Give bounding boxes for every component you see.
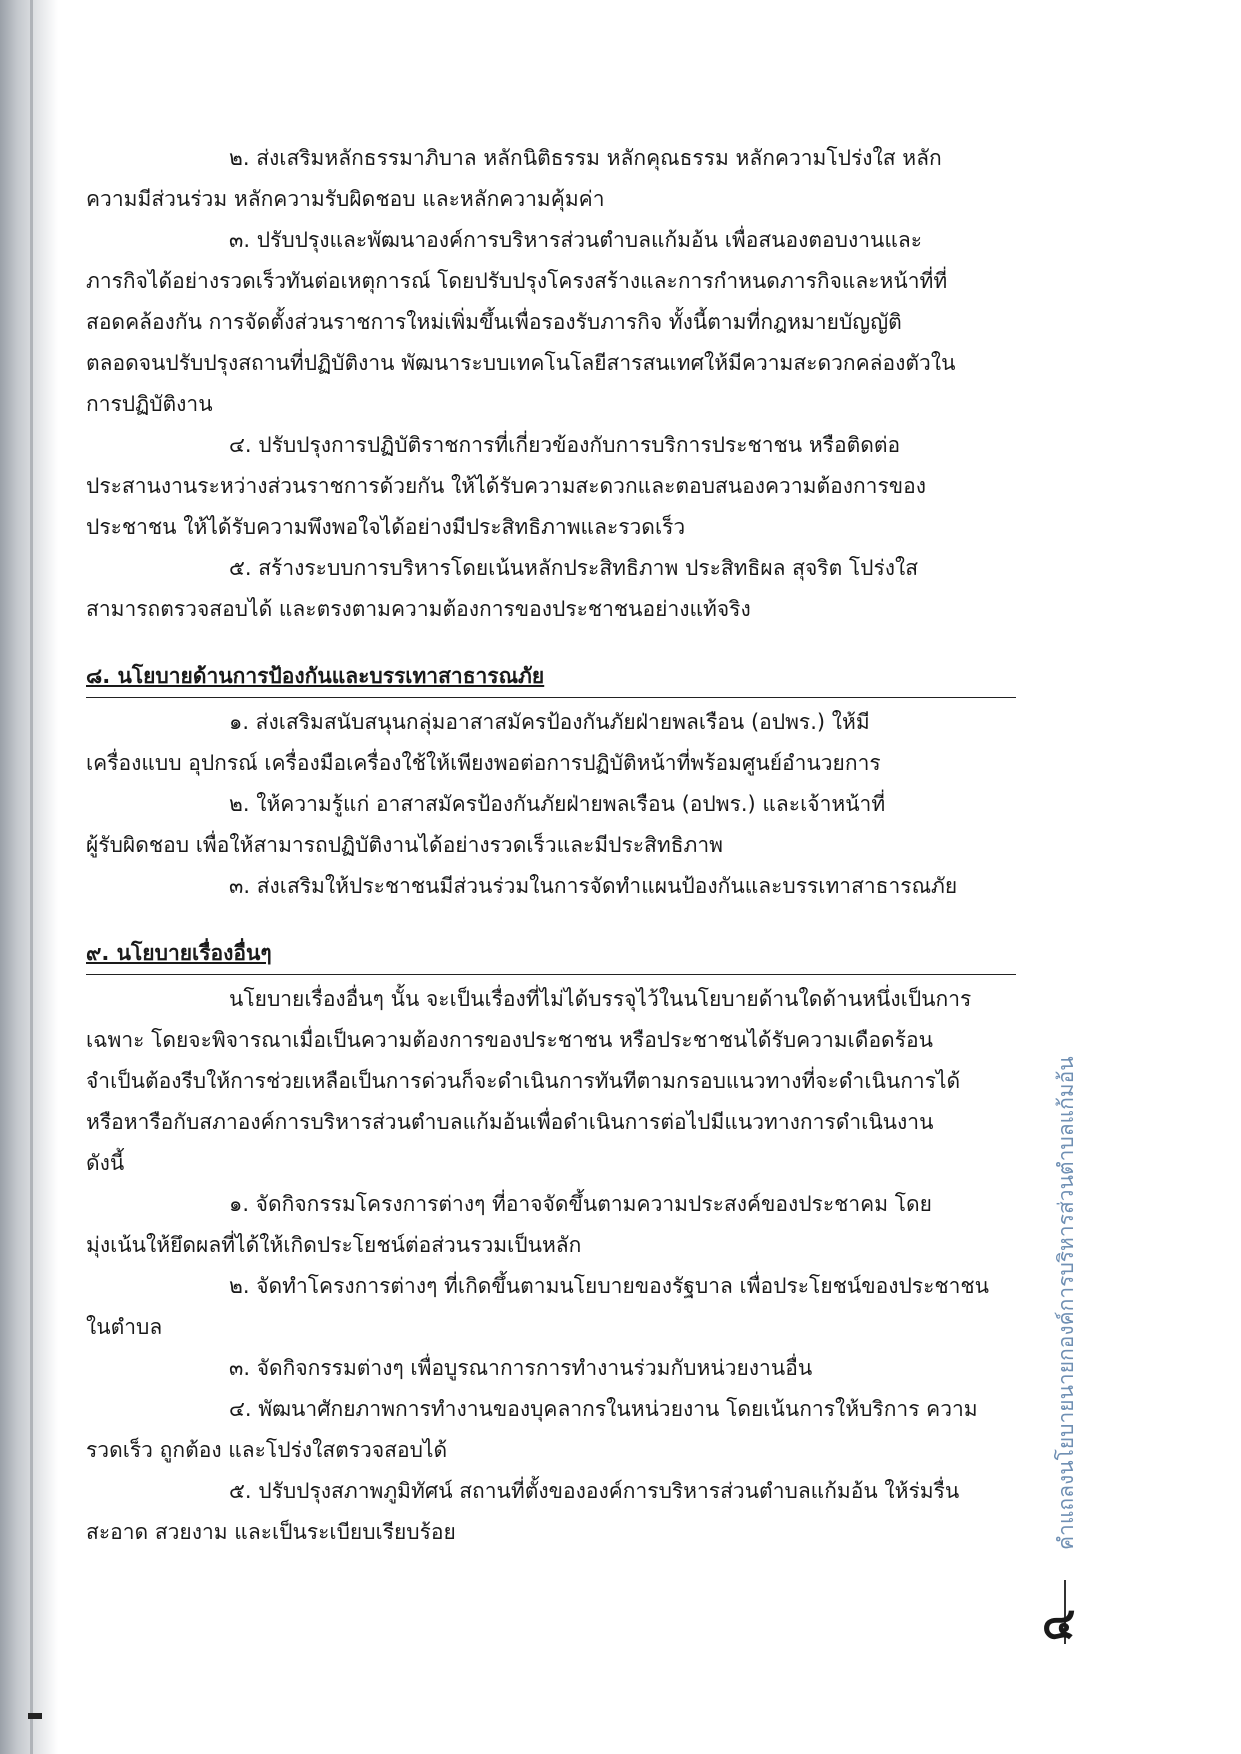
section-8-item-3 <box>86 866 1016 907</box>
text-line: ตลอดจนปรับปรุงสถานที่ปฏิบัติงาน พัฒนาระบบเทคโนโลยีสารสนเทศให้มีความสะดวกคล่องตัวใน <box>86 351 956 375</box>
section-8-heading: ๘. นโยบายด้านการป้องกันและบรรเทาสาธารณภัย <box>86 656 1016 698</box>
section-9-item-4 <box>86 1389 1016 1471</box>
scan-mark <box>28 1713 42 1719</box>
text-line: สามารถตรวจสอบได้ และตรงตามความต้องการของประชาชนอย่างแท้จริง <box>86 597 751 621</box>
text-line: รวดเร็ว ถูกต้อง และโปร่งใสตรวจสอบได้ <box>86 1438 448 1462</box>
text-line: ๑. ส่งเสริมสนับสนุนกลุ่มอาสาสมัครป้องกันภัยฝ่ายพลเรือน (อปพร.) ให้มี <box>229 710 870 734</box>
text-line: ๕. ปรับปรุงสภาพภูมิทัศน์ สถานที่ตั้งขององค์การบริหารส่วนตำบลแก้มอ้น ให้ร่มรื่น <box>229 1479 960 1503</box>
page-number: ๔ <box>1042 1598 1076 1649</box>
text-line: ดังนี้ <box>86 1151 125 1175</box>
text-line: ในตำบล <box>86 1315 163 1339</box>
paragraph-2 <box>86 138 1016 220</box>
side-caption: คำแถลงนโยบายนายกองค์การบริหารส่วนตำบลแก้มอ้น <box>1054 1056 1078 1550</box>
text-line: ๔. พัฒนาศักยภาพการทำงานของบุคลากรในหน่วยงาน โดยเน้นการให้บริการ ความ <box>229 1397 978 1421</box>
section-8-item-2 <box>86 784 1016 866</box>
paragraph-5 <box>86 548 1016 630</box>
text-line: ประสานงานระหว่างส่วนราชการด้วยกัน ให้ได้รับความสะดวกและตอบสนองความต้องการของ <box>86 474 926 498</box>
text-line: ๑. จัดกิจกรรมโครงการต่างๆ ที่อาจจัดขึ้นตามความประสงค์ของประชาคม โดย <box>229 1192 932 1216</box>
text-line: ความมีส่วนร่วม หลักความรับผิดชอบ และหลักความคุ้มค่า <box>86 187 605 211</box>
text-line: เฉพาะ โดยจะพิจารณาเมื่อเป็นความต้องการของประชาชน หรือประชาชนได้รับความเดือดร้อน <box>86 1028 933 1052</box>
text-line: ๓. ส่งเสริมให้ประชาชนมีส่วนร่วมในการจัดทำแผนป้องกันและบรรเทาสาธารณภัย <box>229 874 958 898</box>
section-9-item-1 <box>86 1184 1016 1266</box>
text-line: หรือหารือกับสภาองค์การบริหารส่วนตำบลแก้มอ้นเพื่อดำเนินการต่อไปมีแนวทางการดำเนินงาน <box>86 1110 934 1134</box>
text-line: เครื่องแบบ อุปกรณ์ เครื่องมือเครื่องใช้ให้เพียงพอต่อการปฏิบัติหน้าที่พร้อมศูนย์อำนวยการ <box>86 751 881 775</box>
text-line: ๓. ปรับปรุงและพัฒนาองค์การบริหารส่วนตำบลแก้มอ้น เพื่อสนองตอบงานและ <box>229 228 923 252</box>
paragraph-4 <box>86 425 1016 548</box>
text-line: ๒. ส่งเสริมหลักธรรมาภิบาล หลักนิติธรรม หลักคุณธรรม หลักความโปร่งใส หลัก <box>229 146 942 170</box>
section-8-item-1 <box>86 702 1016 784</box>
section-9-item-5 <box>86 1471 1016 1553</box>
binding-shadow <box>0 0 58 1754</box>
binding-edge <box>30 0 33 1754</box>
text-line: นโยบายเรื่องอื่นๆ นั้น จะเป็นเรื่องที่ไม่ได้บรรจุไว้ในนโยบายด้านใดด้านหนึ่งเป็นการ <box>229 987 972 1011</box>
text-line: ภารกิจได้อย่างรวดเร็วทันต่อเหตุการณ์ โดยปรับปรุงโครงสร้างและการกำหนดภารกิจและหน้าที่ที่ <box>86 269 948 293</box>
text-line: ๒. ให้ความรู้แก่ อาสาสมัครป้องกันภัยฝ่ายพลเรือน (อปพร.) และเจ้าหน้าที่ <box>229 792 886 816</box>
text-line: จำเป็นต้องรีบให้การช่วยเหลือเป็นการด่วนก็จะดำเนินการทันทีตามกรอบแนวทางที่จะดำเนินการได้ <box>86 1069 961 1093</box>
text-line: มุ่งเน้นให้ยึดผลที่ได้ให้เกิดประโยชน์ต่อส่วนรวมเป็นหลัก <box>86 1233 582 1257</box>
text-line: สะอาด สวยงาม และเป็นระเบียบเรียบร้อย <box>86 1520 456 1544</box>
text-line: ๒. จัดทำโครงการต่างๆ ที่เกิดขึ้นตามนโยบายของรัฐบาล เพื่อประโยชน์ของประชาชน <box>229 1274 990 1298</box>
page-content <box>86 138 1016 1553</box>
paragraph-3 <box>86 220 1016 425</box>
section-9-item-2 <box>86 1266 1016 1348</box>
text-line: ผู้รับผิดชอบ เพื่อให้สามารถปฏิบัติงานได้อย่างรวดเร็วและมีประสิทธิภาพ <box>86 833 723 857</box>
text-line: สอดคล้องกัน การจัดตั้งส่วนราชการใหม่เพิ่มขึ้นเพื่อรองรับภารกิจ ทั้งนี้ตามที่กฎหมายบัญญัติ <box>86 310 902 334</box>
text-line: ๔. ปรับปรุงการปฏิบัติราชการที่เกี่ยวข้องกับการบริการประชาชน หรือติดต่อ <box>229 433 901 457</box>
section-9-item-3 <box>86 1348 1016 1389</box>
text-line: การปฏิบัติงาน <box>86 392 213 416</box>
text-line: ๓. จัดกิจกรรมต่างๆ เพื่อบูรณาการการทำงานร่วมกับหน่วยงานอื่น <box>229 1356 813 1380</box>
section-9-intro <box>86 979 1016 1184</box>
section-9-heading: ๙. นโยบายเรื่องอื่นๆ <box>86 933 1016 975</box>
text-line: ๕. สร้างระบบการบริหารโดยเน้นหลักประสิทธิภาพ ประสิทธิผล สุจริต โปร่งใส <box>229 556 919 580</box>
text-line: ประชาชน ให้ได้รับความพึงพอใจได้อย่างมีประสิทธิภาพและรวดเร็ว <box>86 515 686 539</box>
